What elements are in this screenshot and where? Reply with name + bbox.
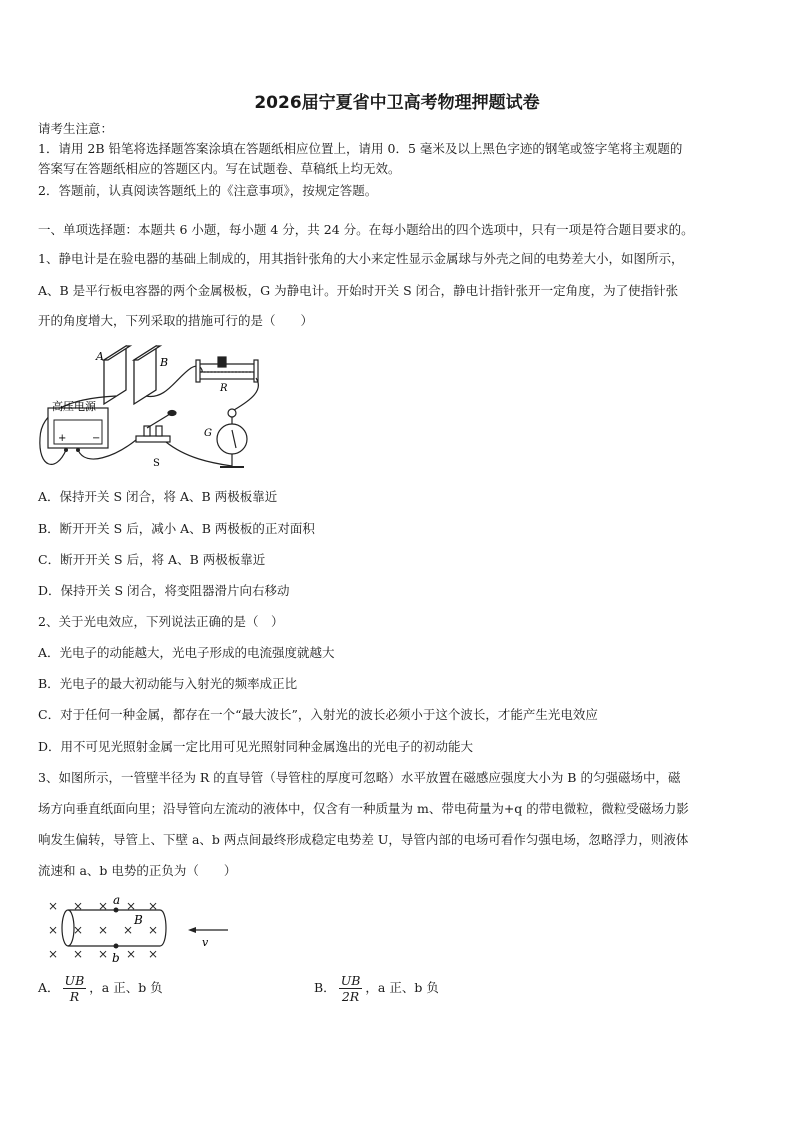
question-2-stem: 2、关于光电效应，下列说法正确的是（ ） xyxy=(38,614,284,629)
plus-sign: + xyxy=(58,433,67,444)
svg-text:×: × xyxy=(73,923,84,937)
svg-text:×: × xyxy=(123,923,134,937)
svg-text:×: × xyxy=(48,947,59,961)
label-b: B xyxy=(160,356,169,369)
plate-a xyxy=(104,346,130,404)
label-field-b: B xyxy=(134,913,143,927)
label-a: a xyxy=(113,893,121,907)
notice-item-2: 2．答题前，认真阅读答题纸上的《注意事项》，按规定答题。 xyxy=(38,183,378,198)
question-2-option-a: A．光电子的动能越大，光电子形成的电流强度就越大 xyxy=(38,645,335,660)
question-3-option-a: A． $\frac{UB}{R}$ ，a 正、b 负 xyxy=(38,973,163,1004)
label-v: v xyxy=(202,936,209,949)
switch xyxy=(136,411,176,443)
question-1-line-2: A、B 是平行板电容器的两个金属极板，G 为静电计。开始时开关 S 闭合，静电计指针张开一定角度，为了使指针张 xyxy=(38,283,679,298)
svg-text:×: × xyxy=(48,899,59,913)
electrometer xyxy=(217,409,247,467)
svg-text:×: × xyxy=(73,947,84,961)
question-1-option-d: D．保持开关 S 闭合，将变阻器滑片向右移动 xyxy=(38,583,290,598)
svg-text:×: × xyxy=(126,899,137,913)
notice-heading: 请考生注意： xyxy=(38,121,114,136)
point-b xyxy=(114,944,119,949)
label-r: R xyxy=(220,383,228,394)
question-3-line-3: 响发生偏转，导管上、下壁 a、b 两点间最终形成稳定电势差 U，导管内部的电场可看作匀强电场，忽略浮力，则液体 xyxy=(38,832,689,847)
question-3-option-b: B． $\frac{UB}{2R}$ ，a 正、b 负 xyxy=(314,973,439,1004)
svg-text:×: × xyxy=(148,923,159,937)
page-title: 2026届宁夏省中卫高考物理押题试卷 xyxy=(254,93,540,113)
svg-text:×: × xyxy=(98,923,109,937)
section-heading: 一、单项选择题：本题共 6 小题，每小题 4 分，共 24 分。在每小题给出的四个选项中，只有一项是符合题目要求的。 xyxy=(38,222,694,237)
source-label: 高压电源 xyxy=(52,400,96,413)
question-1-option-c: C．断开开关 S 后，将 A、B 两极板靠近 xyxy=(38,552,266,567)
rheostat xyxy=(196,357,258,382)
question-1-line-3: 开的角度增大，下列采取的措施可行的是（ ） xyxy=(38,313,314,328)
point-a xyxy=(114,908,119,913)
svg-text:×: × xyxy=(48,923,59,937)
question-2-option-c: C．对于任何一种金属，都存在一个“最大波长”，入射光的波长必须小于这个波长，才能产生光电效应 xyxy=(38,707,598,722)
question-1-option-b: B．断开开关 S 后，减小 A、B 两极板的正对面积 xyxy=(38,521,315,536)
question-2-option-b: B．光电子的最大初动能与入射光的频率成正比 xyxy=(38,676,298,691)
pipe-magnetic-field-figure xyxy=(42,892,242,964)
question-1-line-1: 1、静电计是在验电器的基础上制成的，用其指针张角的大小来定性显示金属球与外壳之间的电势差大小，如图所示， xyxy=(38,251,684,266)
notice-item-1-line-2: 答案写在答题纸相应的答题区内。写在试题卷、草稿纸上均无效。 xyxy=(38,161,401,176)
svg-text:×: × xyxy=(126,947,137,961)
notice-item-1-line-1: 1．请用 2B 铅笔将选择题答案涂填在答题纸相应位置上，请用 0．5 毫米及以上黑色字迹的钢笔或签字笔将主观题的 xyxy=(38,141,683,156)
svg-text:×: × xyxy=(73,899,84,913)
label-a: A xyxy=(96,350,104,363)
capacitor-circuit-figure xyxy=(36,338,276,478)
question-3-line-4: 流速和 a、b 电势的正负为（ ） xyxy=(38,863,237,878)
question-1-option-a: A．保持开关 S 闭合，将 A、B 两极板靠近 xyxy=(38,489,278,504)
question-3-line-2: 场方向垂直纸面向里；沿导管向左流动的液体中，仅含有一种质量为 m、带电荷量为+q 的带电微粒，微粒受磁场力影 xyxy=(38,801,689,816)
question-3-line-1: 3、如图所示，一管壁半径为 R 的直导管（导管柱的厚度可忽略）水平放置在磁感应强度大小为 B 的匀强磁场中，磁 xyxy=(38,770,681,785)
svg-text:×: × xyxy=(98,947,109,961)
minus-sign: − xyxy=(92,433,101,444)
label-g: G xyxy=(204,428,212,439)
label-s: S xyxy=(153,458,160,469)
magnetic-field-crosses xyxy=(48,899,158,961)
svg-text:×: × xyxy=(148,947,159,961)
question-2-option-d: D．用不可见光照射金属一定比用可见光照射同种金属逸出的光电子的初动能大 xyxy=(38,739,474,754)
label-b: b xyxy=(112,951,120,964)
svg-text:×: × xyxy=(148,899,159,913)
svg-text:×: × xyxy=(98,899,109,913)
